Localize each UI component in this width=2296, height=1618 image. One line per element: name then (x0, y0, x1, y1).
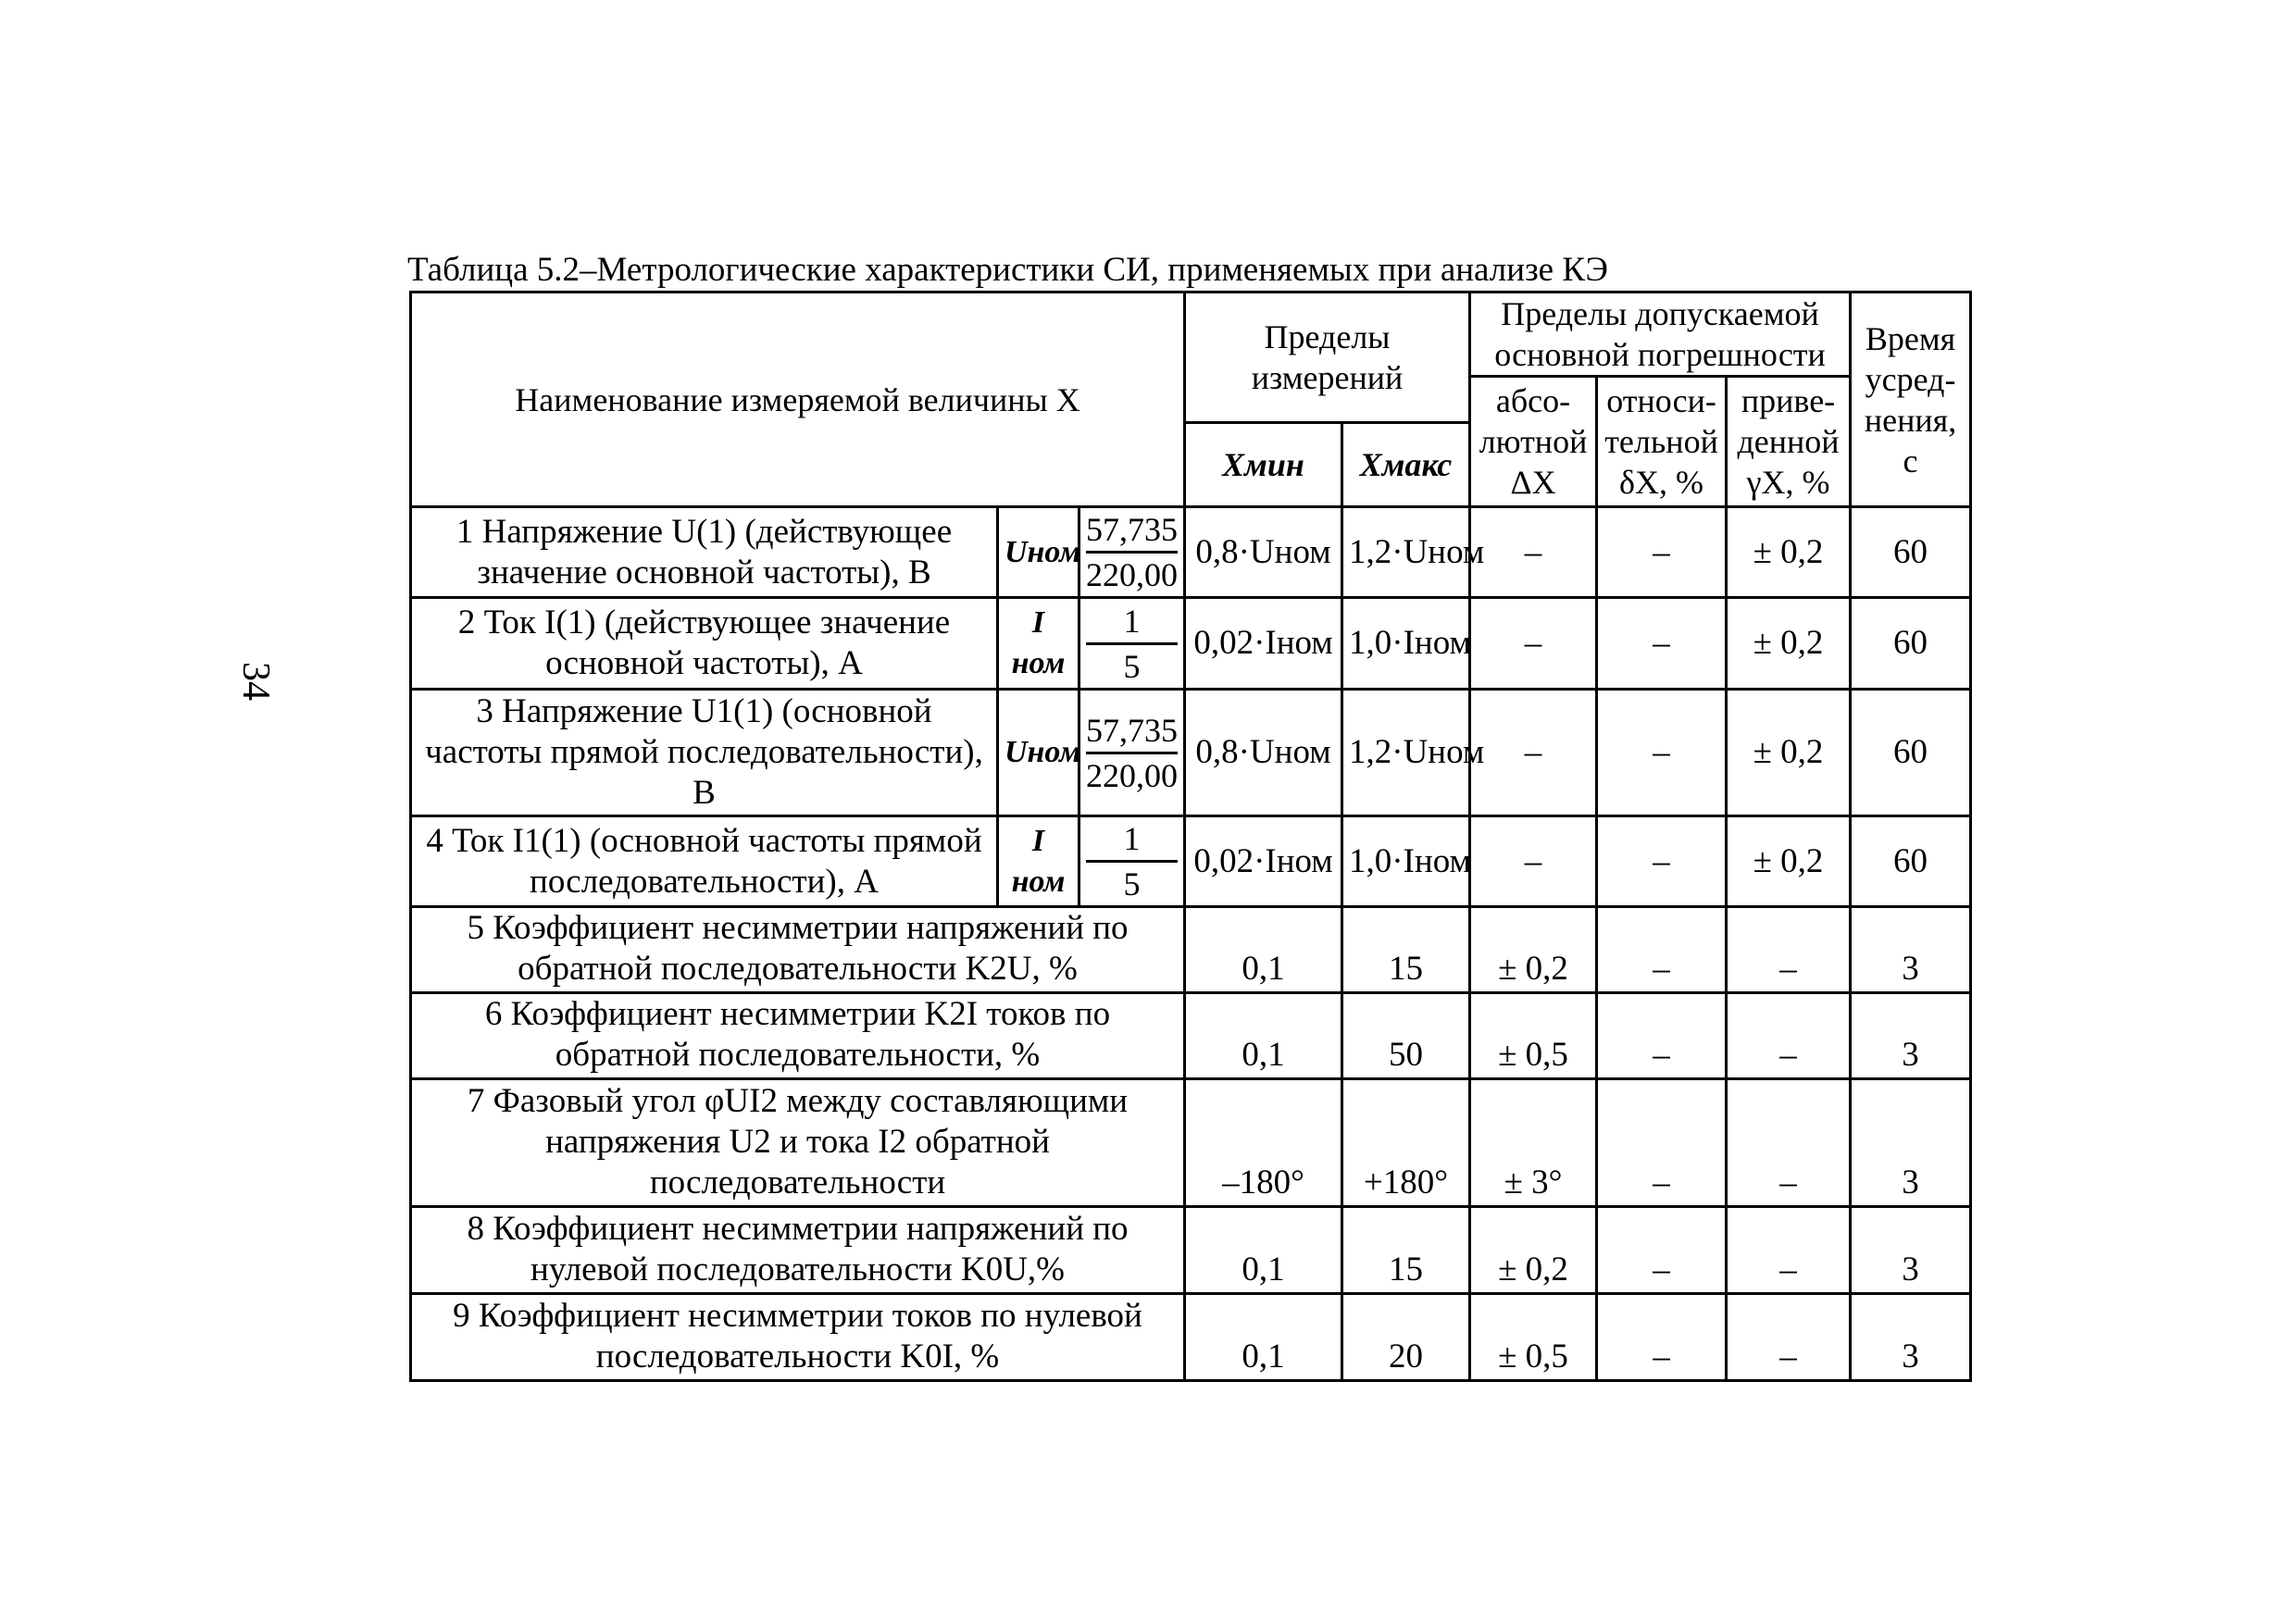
header-xmax: Xмакс (1342, 423, 1470, 507)
row-red: – (1727, 1079, 1851, 1207)
value-bottom: 5 (1123, 647, 1141, 685)
header-name: Наименование измеряемой величины X (411, 292, 1185, 507)
row-xmin: 0,1 (1185, 993, 1342, 1079)
row-rel: – (1597, 1207, 1727, 1294)
value-top: 57,735 (1086, 709, 1178, 754)
page-number: 34 (234, 662, 277, 701)
table-row (411, 1294, 1971, 1381)
row-xmin: 0,1 (1185, 1207, 1342, 1294)
table-row (411, 907, 1971, 993)
table-row (411, 598, 1971, 690)
row-red: ± 0,2 (1727, 690, 1851, 816)
row-name: 1 Напряжение U(1) (действующее значение основной частоты), В (411, 507, 998, 598)
row-name: 9 Коэффициент несимметрии токов по нулевой последовательности K0I, % (411, 1294, 1185, 1381)
value-top: 1 (1086, 817, 1178, 863)
row-xmax: 1,0·Iном (1342, 816, 1470, 907)
row-xmin: 0,02·Iном (1185, 816, 1342, 907)
table-row (411, 1207, 1971, 1294)
row-name: 5 Коэффициент несимметрии напряжений по обратной последовательности K2U, % (411, 907, 1185, 993)
row-abs: – (1470, 598, 1597, 690)
row-xmax: +180° (1342, 1079, 1470, 1207)
row-values (1079, 507, 1185, 598)
row-name: 2 Ток I(1) (действующее значение основной частоты), А (411, 598, 998, 690)
row-xmin: 0,8·Uном (1185, 690, 1342, 816)
header-abs: абсо- лютной ΔX (1470, 377, 1597, 507)
table-row (411, 816, 1971, 907)
row-red: – (1727, 1294, 1851, 1381)
row-name: 7 Фазовый угол φUI2 между составляющими напряжения U2 и тока I2 обратной последовательности (411, 1079, 1185, 1207)
table-caption: Таблица 5.2–Метрологические характеристики СИ, применяемых при анализе КЭ (407, 251, 1608, 289)
row-rel: – (1597, 907, 1727, 993)
row-abs: ± 0,5 (1470, 993, 1597, 1079)
row-abs: ± 0,2 (1470, 1207, 1597, 1294)
row-red: – (1727, 993, 1851, 1079)
row-xmax: 20 (1342, 1294, 1470, 1381)
table-row (411, 1079, 1971, 1207)
row-rel: – (1597, 993, 1727, 1079)
row-xmax: 1,2·Uном (1342, 690, 1470, 816)
row-red: ± 0,2 (1727, 598, 1851, 690)
row-time: 60 (1851, 816, 1971, 907)
row-values (1079, 816, 1185, 907)
row-time: 3 (1851, 907, 1971, 993)
value-bottom: 220,00 (1086, 756, 1178, 794)
row-time: 60 (1851, 598, 1971, 690)
value-bottom: 5 (1123, 865, 1141, 902)
row-time: 3 (1851, 1207, 1971, 1294)
row-time: 3 (1851, 1294, 1971, 1381)
header-time: Время усред- нения, с (1851, 292, 1971, 507)
row-rel: – (1597, 1294, 1727, 1381)
row-name: 8 Коэффициент несимметрии напряжений по нулевой последовательности K0U,% (411, 1207, 1185, 1294)
row-xmax: 1,2·Uном (1342, 507, 1470, 598)
table-row (411, 507, 1971, 598)
row-xmax: 15 (1342, 1207, 1470, 1294)
row-xmin: –180° (1185, 1079, 1342, 1207)
row-red: – (1727, 1207, 1851, 1294)
row-symbol: Uном (998, 507, 1079, 598)
row-symbol: I ном (998, 598, 1079, 690)
row-rel: – (1597, 598, 1727, 690)
row-abs: ± 0,5 (1470, 1294, 1597, 1381)
row-time: 3 (1851, 1079, 1971, 1207)
header-xmin: Xмин (1185, 423, 1342, 507)
row-time: 60 (1851, 507, 1971, 598)
row-xmax: 1,0·Iном (1342, 598, 1470, 690)
row-time: 60 (1851, 690, 1971, 816)
row-xmax: 50 (1342, 993, 1470, 1079)
row-name: 3 Напряжение U1(1) (основной частоты прямой последовательности), В (411, 690, 998, 816)
row-abs: – (1470, 690, 1597, 816)
row-values (1079, 598, 1185, 690)
row-abs: ± 3° (1470, 1079, 1597, 1207)
row-abs: – (1470, 507, 1597, 598)
row-abs: ± 0,2 (1470, 907, 1597, 993)
row-abs: – (1470, 816, 1597, 907)
value-bottom: 220,00 (1086, 556, 1178, 593)
header-limits: Пределы измерений (1185, 292, 1470, 423)
row-values (1079, 690, 1185, 816)
row-rel: – (1597, 507, 1727, 598)
row-red: ± 0,2 (1727, 816, 1851, 907)
metrology-table (409, 291, 1972, 1382)
row-xmin: 0,1 (1185, 1294, 1342, 1381)
header-rel: относи- тельной δX, % (1597, 377, 1727, 507)
row-red: – (1727, 907, 1851, 993)
row-symbol: I ном (998, 816, 1079, 907)
header-error: Пределы допускаемой основной погрешности (1470, 292, 1851, 377)
row-red: ± 0,2 (1727, 507, 1851, 598)
row-xmin: 0,1 (1185, 907, 1342, 993)
value-top: 57,735 (1086, 508, 1178, 554)
row-xmin: 0,8·Uном (1185, 507, 1342, 598)
table-row (411, 993, 1971, 1079)
table-row (411, 690, 1971, 816)
row-rel: – (1597, 816, 1727, 907)
row-name: 6 Коэффициент несимметрии K2I токов по обратной последовательности, % (411, 993, 1185, 1079)
header-red: приве- денной γX, % (1727, 377, 1851, 507)
row-symbol: Uном (998, 690, 1079, 816)
value-top: 1 (1086, 600, 1178, 645)
row-rel: – (1597, 1079, 1727, 1207)
row-xmin: 0,02·Iном (1185, 598, 1342, 690)
row-xmax: 15 (1342, 907, 1470, 993)
row-name: 4 Ток I1(1) (основной частоты прямой последовательности), А (411, 816, 998, 907)
row-time: 3 (1851, 993, 1971, 1079)
row-rel: – (1597, 690, 1727, 816)
